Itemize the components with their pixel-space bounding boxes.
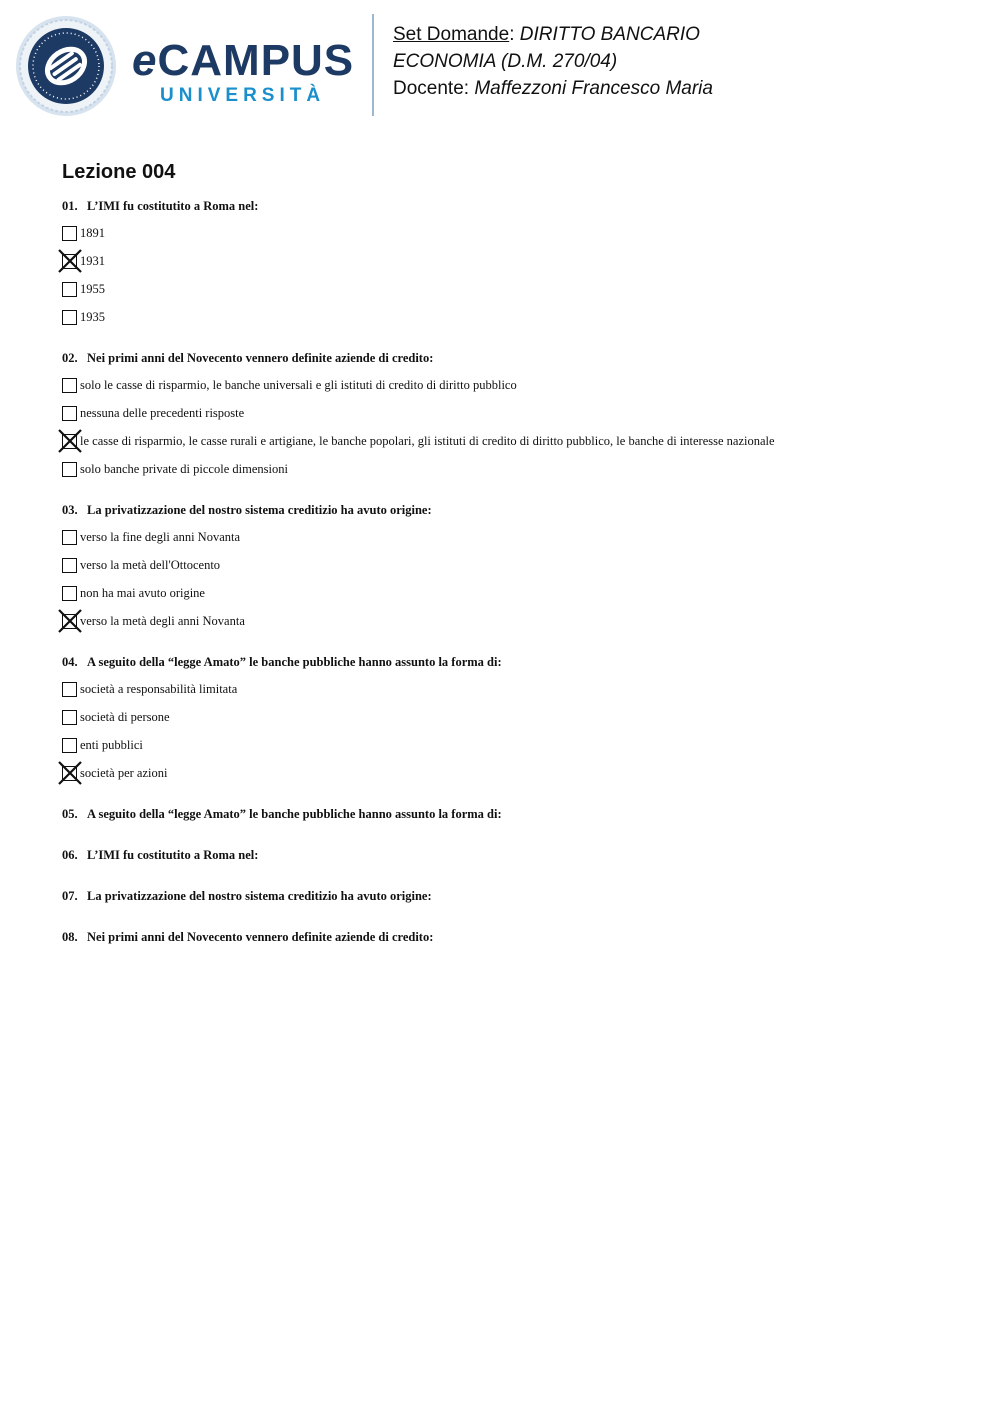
question — [62, 847, 962, 863]
answer-option[interactable] — [62, 461, 962, 489]
answer-text: nessuna delle precedenti risposte — [80, 406, 245, 420]
answer-option[interactable] — [62, 737, 962, 765]
checkbox[interactable] — [62, 310, 77, 325]
question-number: 01. — [62, 199, 78, 213]
checkbox[interactable] — [62, 738, 77, 753]
question-title — [62, 888, 962, 904]
checkbox[interactable] — [62, 682, 77, 697]
question-number: 04. — [62, 655, 78, 669]
question — [62, 888, 962, 904]
answer-option[interactable] — [62, 253, 962, 281]
answer-text: solo le casse di risparmio, le banche universali e gli istituti di credito di diritto pubblico — [80, 378, 517, 392]
brand-subtitle: UNIVERSITÀ — [160, 85, 326, 106]
question — [62, 198, 962, 350]
question-text: La privatizzazione del nostro sistema creditizio ha avuto origine: — [87, 889, 432, 903]
question-number: 05. — [62, 807, 78, 821]
brand-prefix: e — [132, 36, 158, 85]
answer-option[interactable] — [62, 433, 962, 461]
question-number: 02. — [62, 351, 78, 365]
checkbox[interactable] — [62, 530, 77, 545]
answer-text: verso la fine degli anni Novanta — [80, 530, 241, 544]
answer-text: verso la metà degli anni Novanta — [80, 614, 245, 628]
answer-option[interactable] — [62, 309, 962, 337]
answer-text: 1891 — [80, 226, 105, 240]
question — [62, 806, 962, 822]
question-number: 03. — [62, 503, 78, 517]
checkbox[interactable] — [62, 282, 77, 297]
question-spacer — [62, 641, 962, 654]
answer-text: società per azioni — [80, 766, 168, 780]
university-seal-logo — [15, 15, 117, 117]
question-spacer — [62, 793, 962, 806]
answer-text: enti pubblici — [80, 738, 143, 752]
answer-option[interactable] — [62, 613, 962, 641]
answer-option[interactable] — [62, 405, 962, 433]
question-title — [62, 929, 962, 945]
question-set — [62, 160, 962, 970]
question — [62, 350, 962, 502]
checkbox[interactable] — [62, 406, 77, 421]
answer-text: non ha mai avuto origine — [80, 586, 205, 600]
question-spacer — [62, 489, 962, 502]
answer-option[interactable] — [62, 225, 962, 253]
question-number: 08. — [62, 930, 78, 944]
answer-text: 1935 — [80, 310, 105, 324]
set-separator: : — [509, 24, 520, 45]
teacher-label: Docente: — [393, 78, 475, 99]
answer-option[interactable] — [62, 377, 962, 405]
teacher-name: Maffezzoni Francesco Maria — [474, 78, 713, 99]
question-text: Nei primi anni del Novecento vennero definite aziende di credito: — [87, 351, 434, 365]
question — [62, 502, 962, 654]
answer-text: 1955 — [80, 282, 105, 296]
course-info — [393, 21, 713, 102]
question-text: L’IMI fu costitutito a Roma nel: — [87, 848, 259, 862]
question-text: La privatizzazione del nostro sistema creditizio ha avuto origine: — [87, 503, 432, 517]
answer-option[interactable] — [62, 765, 962, 793]
answer-text: verso la metà dell'Ottocento — [80, 558, 221, 572]
checkbox[interactable] — [62, 378, 77, 393]
header-divider — [372, 14, 374, 116]
answer-option[interactable] — [62, 709, 962, 737]
question — [62, 929, 962, 945]
question-text: A seguito della “legge Amato” le banche pubbliche hanno assunto la forma di: — [87, 655, 502, 669]
question-spacer — [62, 337, 962, 350]
answer-text: solo banche private di piccole dimensioni — [80, 462, 288, 476]
question — [62, 654, 962, 806]
page-header — [0, 0, 1000, 130]
checkbox[interactable] — [62, 226, 77, 241]
answer-option[interactable] — [62, 281, 962, 309]
course-name-line2: ECONOMIA (D.M. 270/04) — [393, 51, 618, 72]
question-text: L’IMI fu costitutito a Roma nel: — [87, 199, 259, 213]
question-title — [62, 654, 962, 670]
question-text: A seguito della “legge Amato” le banche pubbliche hanno assunto la forma di: — [87, 807, 502, 821]
answer-option[interactable] — [62, 585, 962, 613]
question-number: 07. — [62, 889, 78, 903]
question-list — [62, 198, 962, 945]
answer-text: società di persone — [80, 710, 170, 724]
checkbox[interactable] — [62, 710, 77, 725]
checkbox[interactable] — [62, 558, 77, 573]
question-title — [62, 350, 962, 366]
answer-option[interactable] — [62, 529, 962, 557]
question-title — [62, 806, 962, 822]
answer-option[interactable] — [62, 557, 962, 585]
question-title — [62, 847, 962, 863]
answer-text: le casse di risparmio, le casse rurali e artigiane, le banche popolari, gli istituti di credito di diritto pubblico, le banche di interesse nazionale — [80, 434, 775, 448]
question-text: Nei primi anni del Novecento vennero definite aziende di credito: — [87, 930, 434, 944]
brand-main: CAMPUS — [157, 36, 355, 85]
answer-text: società a responsabilità limitata — [80, 682, 238, 696]
course-name-line1: DIRITTO BANCARIO — [519, 24, 700, 45]
answer-text: 1931 — [80, 254, 105, 268]
answer-option[interactable] — [62, 681, 962, 709]
checkbox[interactable] — [62, 462, 77, 477]
lesson-title: Lezione 004 — [62, 161, 176, 183]
brand-wordmark — [132, 38, 354, 108]
question-number: 06. — [62, 848, 78, 862]
question-title — [62, 502, 962, 518]
question-title — [62, 198, 962, 214]
set-label: Set Domande — [393, 24, 510, 45]
checkbox[interactable] — [62, 586, 77, 601]
